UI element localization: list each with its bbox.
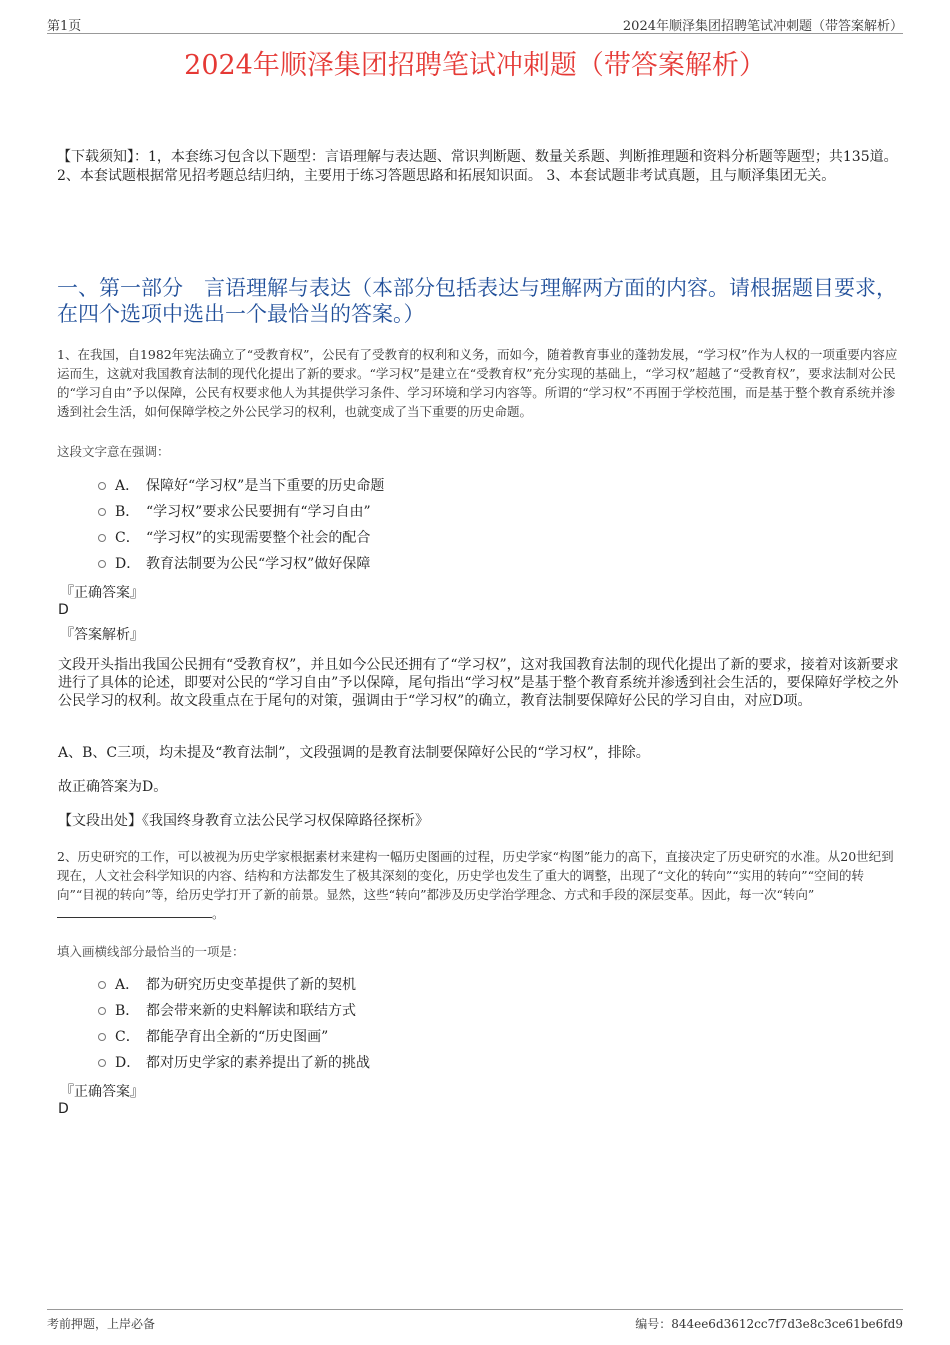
question-1-analysis-label: 『答案解析』: [60, 627, 144, 643]
section-title: 一、第一部分 言语理解与表达（本部分包括表达与理解两方面的内容。请根据题目要求，在四个选项中选出一个最恰当的答案。）: [57, 276, 897, 326]
footer-doc-id: 编号：844ee6d3612cc7f7d3e8c3ce61be6fd9: [635, 1317, 903, 1331]
option-letter: B．: [115, 1003, 140, 1019]
option-letter: B．: [115, 504, 140, 520]
option-letter: D．: [115, 556, 141, 572]
question-2-prompt: 填入画横线部分最恰当的一项是：: [57, 944, 245, 959]
download-notice: 【下载须知】：1，本套练习包含以下题型：言语理解与表达题、常识判断题、数量关系题、判断推理题和资料分析题等题型；共135道。 2、本套试题根据常见招考题总结归纳，主要用于练习答题思路和拓展知识面。 3、本套试题非考试真题，且与顺泽集团无关。: [57, 149, 898, 184]
radio-icon[interactable]: [98, 981, 106, 989]
radio-icon[interactable]: [98, 1033, 106, 1041]
header-divider: [47, 33, 903, 34]
question-1-option-a[interactable]: [98, 475, 384, 497]
question-1-option-c[interactable]: [98, 527, 370, 549]
question-1-prompt: 这段文字意在强调：: [57, 444, 170, 459]
option-letter: D．: [115, 1055, 141, 1071]
question-1-option-b[interactable]: [98, 501, 371, 523]
question-2-option-a[interactable]: [98, 974, 356, 996]
question-1-analysis-1: 文段开头指出我国公民拥有“受教育权”，并且如今公民还拥有了“学习权”，这对我国教育法制的现代化提出了新的要求，接着对该新要求进行了具体的论述，即要对公民的“学习自由”予以保障，尾句指出“学习权”是基于整个教育系统并渗透到社会生活的，要保障好学校之外公民学习的权利。故文段重点在于尾句的对策，强调由于“学习权”的确立，教育法制要保障好公民的学习自由，对应D项。: [58, 657, 899, 709]
footer-slogan: 考前押题，上岸必备: [47, 1317, 156, 1331]
radio-icon[interactable]: [98, 1059, 106, 1067]
question-1-answer: D: [58, 602, 69, 618]
footer-divider: [47, 1309, 903, 1310]
option-letter: A．: [115, 478, 140, 494]
option-text: 都对历史学家的素养提出了新的挑战: [146, 1055, 370, 1071]
question-2-option-d[interactable]: [98, 1052, 370, 1074]
radio-icon[interactable]: [98, 482, 106, 490]
question-1-text: 1、在我国，自1982年宪法确立了“受教育权”，公民有了受教育的权利和义务，而如今，随着教育事业的蓬勃发展，“学习权”作为人权的一项重要内容应运而生，这就对我国教育法制的现代化提出了新的要求。“学习权”是建立在“受教育权”充分实现的基础上，“学习权”超越了“受教育权”，要求法制对公民的“学习自由”予以保障，公民有权要求他人为其提供学习条件、学习环境和学习内容等。所谓的“学习权”不再囿于学校范围，而是基于整个教育系统并渗透到社会生活，如何保障学校之外公民学习的权利，也就变成了当下重要的历史命题。: [57, 347, 898, 419]
option-text: “学习权”要求公民要拥有“学习自由”: [146, 504, 371, 520]
option-text: 都会带来新的史料解读和联结方式: [146, 1003, 356, 1019]
question-2-answer: D: [58, 1101, 69, 1117]
question-1-analysis-2: A、B、C三项，均未提及“教育法制”，文段强调的是教育法制要保障好公民的“学习权”，排除。: [58, 745, 650, 761]
option-text: 都能孕育出全新的“历史图画”: [146, 1029, 329, 1045]
question-1-option-d[interactable]: [98, 553, 370, 575]
option-text: 教育法制要为公民“学习权”做好保障: [146, 556, 371, 572]
question-1-analysis-3: 故正确答案为D。: [58, 779, 168, 795]
radio-icon[interactable]: [98, 1007, 106, 1015]
header-doc-title: 2024年顺泽集团招聘笔试冲刺题（带答案解析）: [622, 19, 903, 34]
radio-icon[interactable]: [98, 560, 106, 568]
fill-blank: [57, 905, 212, 918]
radio-icon[interactable]: [98, 534, 106, 542]
question-2-option-c[interactable]: [98, 1026, 328, 1048]
option-text: 都为研究历史变革提供了新的契机: [146, 977, 356, 993]
question-2-text-after: 。: [212, 906, 225, 921]
question-2-text: [57, 847, 899, 923]
question-2-text-before: 2、历史研究的工作，可以被视为历史学家根据素材来建构一幅历史图画的过程，历史学家“构图”能力的高下，直接决定了历史研究的水准。从20世纪到现在，人文社会科学知识的内容、结构和方法都发生了极其深刻的变化，历史学也发生了重大的调整，出现了“文化的转向”“实用的转向”“空间的转向”“目视的转向”等，给历史学打开了新的前景。显然，这些“转向”都涉及历史学治学理念、方式和手段的深层变革。因此，每一次“转向”: [57, 849, 894, 902]
question-1-answer-label: 『正确答案』: [60, 585, 144, 601]
question-1-source: 【文段出处】《我国终身教育立法公民学习权保障路径探析》: [58, 813, 429, 829]
option-text: “学习权”的实现需要整个社会的配合: [146, 530, 371, 546]
document-title: 2024年顺泽集团招聘笔试冲刺题（带答案解析）: [184, 50, 766, 81]
option-text: 保障好“学习权”是当下重要的历史命题: [146, 478, 385, 494]
option-letter: C．: [115, 1029, 140, 1045]
question-2-answer-label: 『正确答案』: [60, 1084, 144, 1100]
option-letter: C．: [115, 530, 140, 546]
question-2-option-b[interactable]: [98, 1000, 356, 1022]
page-number: 第1页: [47, 19, 82, 34]
option-letter: A．: [115, 977, 140, 993]
radio-icon[interactable]: [98, 508, 106, 516]
